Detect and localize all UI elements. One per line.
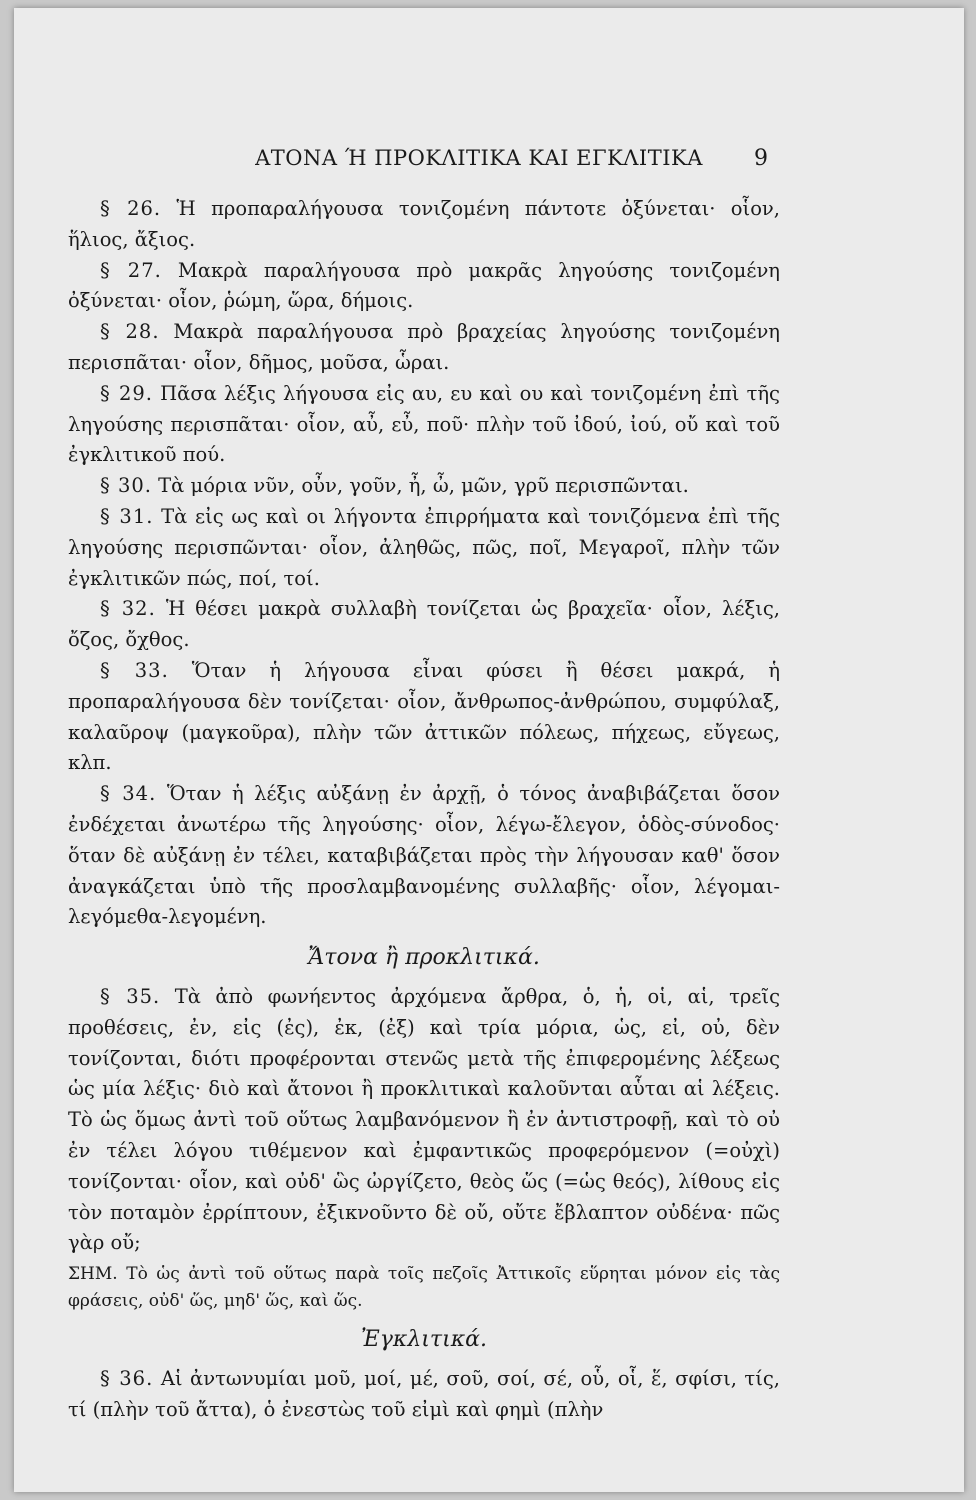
paragraph-36 (68, 1364, 780, 1426)
paragraph-35 (68, 982, 780, 1259)
paragraph-text: Ἡ θέσει μακρὰ συλλαβὴ τονίζεται ὡς βραχεῖα· οἷον, λέξις, ὄζος, ὄχθος. (68, 597, 780, 652)
section-number: § 29. (100, 381, 153, 405)
paragraph-text: Πᾶσα λέξις λήγουσα εἰς αυ, ευ καὶ ου καὶ τονιζομένη ἐπὶ τῆς ληγούσης περισπᾶται· οἷον, αὖ, εὖ, ποῦ· πλὴν τοῦ ἰδού, ἰού, οὔ καὶ τοῦ ἐγκλιτικοῦ πού. (68, 381, 780, 467)
paragraph-33 (68, 656, 780, 779)
paragraph-31 (68, 502, 780, 594)
paragraph-text: Ὅταν ἡ λέξις αὐξάνῃ ἐν ἀρχῇ, ὁ τόνος ἀναβιβάζεται ὅσον ἐνδέχεται ἀνωτέρω τῆς ληγούσης· οἷον, λέγω-ἔλεγον, ὁδὸς-σύνοδος· ὅταν δὲ αὐξάνῃ ἐν τέλει, καταβιβάζεται πρὸς τὴν λήγουσαν καθ' ὅσον ἀναγκάζεται ὑπὸ τῆς προσλαμβανομένης συλλαβῆς· οἷον, λέγομαι-λεγόμεθα-λεγομένη. (68, 782, 780, 929)
paragraph-26 (68, 194, 780, 256)
note-label: ΣΗΜ. (68, 1264, 118, 1285)
section-number: § 31. (100, 504, 154, 528)
book-page (14, 8, 964, 1492)
section-number: § 27. (100, 258, 162, 282)
section-heading-atona: Ἄτονα ἢ προκλιτικά. (308, 945, 540, 971)
paragraph-34 (68, 779, 780, 933)
section-number: § 34. (100, 782, 157, 806)
paragraph-32 (68, 594, 780, 656)
page-number: 9 (754, 146, 768, 171)
running-title: ΑΤΟΝΑ Ή ΠΡΟΚΛΙΤΙΚΑ ΚΑΙ ΕΓΚΛΙΤΙΚΑ (255, 146, 703, 170)
paragraph-30 (68, 471, 780, 502)
paragraph-text: Μακρὰ παραλήγουσα πρὸ μακρᾶς ληγούσης τονιζομένη ὀξύνεται· οἷον, ῥώμη, ὥρα, δήμοις. (68, 258, 780, 313)
paragraph-text: Ὅταν ἡ λήγουσα εἶναι φύσει ἢ θέσει μακρά, ἡ προπαραλήγουσα δὲν τονίζεται· οἷον, ἄνθρωπος-ἀνθρώπου, συμφύλαξ, καλαῦροψ (μαγκοῦρα), πλὴν τῶν ἀττικῶν πόλεως, πήχεως, εὔγεως, κλπ. (68, 658, 781, 775)
section-number: § 30. (100, 474, 152, 498)
note (68, 1261, 780, 1315)
note-text: Τὸ ὡς ἀντὶ τοῦ οὕτως παρὰ τοῖς πεζοῖς Ἀττικοῖς εὕρηται μόνον εἰς τὰς φράσεις, οὐδ' ὥς, μηδ' ὥς, καὶ ὥς. (68, 1264, 781, 1312)
paragraph-text: Μακρὰ παραλήγουσα πρὸ βραχείας ληγούσης τονιζομένη περισπᾶται· οἷον, δῆμος, μοῦσα, ὧραι. (68, 320, 780, 374)
paragraph-text: Τὰ ἀπὸ φωνήεντος ἀρχόμενα ἄρθρα, ὁ, ἡ, οἱ, αἱ, τρεῖς προθέσεις, ἐν, εἰς (ἐς), ἐκ, (ἐξ) καὶ τρία μόρια, ὡς, εἰ, οὐ, δὲν τονίζονται, διότι προφέρονται στενῶς μετὰ τῆς ἐπιφερομένης λέξεως ὡς μία λέξις· διὸ καὶ ἄτονοι ἢ προκλιτικαὶ καλοῦνται αὗται αἱ λέξεις. Τὸ ὡς ὅμως ἀντὶ τοῦ οὕτως λαμβανόμενον ἢ ἐν ἀντιστροφῇ, καὶ τὸ οὐ ἐν τέλει λόγου τιθέμενον καὶ ἐμφαντικῶς προφερόμενον (=οὐχὶ) τονίζονται· οἷον, καὶ οὐδ' ὣς ὠργίζετο, θεὸς ὥς (=ὡς θεός), λίθους εἰς τὸν ποταμὸν ἐρρίπτουν, ἐξικνοῦντο δὲ οὔ, οὔτε ἔβλαπτον οὐδένα· πῶς γὰρ οὔ; (68, 984, 780, 1255)
section-number: § 26. (100, 197, 162, 220)
paragraph-27 (68, 256, 780, 318)
section-number: § 35. (100, 984, 161, 1008)
paragraph-text: Τὰ εἰς ως καὶ οι λήγοντα ἐπιρρήματα καὶ τονιζόμενα ἐπὶ τῆς ληγούσης περισπῶνται· οἷον, ἀληθῶς, πῶς, ποῖ, Μεγαροῖ, πλὴν τῶν ἐγκλιτικῶν πώς, ποί, τοί. (68, 504, 781, 590)
paragraph-29 (68, 379, 780, 471)
section-heading-egklitika: Ἐγκλιτικά. (361, 1327, 487, 1353)
paragraph-text: Τὰ μόρια νῦν, οὖν, γοῦν, ἦ, ὦ, μῶν, γρῦ περισπῶνται. (158, 474, 689, 498)
page-header (14, 146, 964, 176)
paragraph-text: Ἡ προπαραλήγουσα τονιζομένη πάντοτε ὀξύνεται· οἷον, ἥλιος, ἄξιος. (68, 197, 780, 251)
section-number: § 33. (100, 658, 169, 682)
paragraph-text: Αἱ ἀντωνυμίαι μοῦ, μοί, μέ, σοῦ, σοί, σέ, οὗ, οἷ, ἕ, σφίσι, τίς, τί (πλὴν τοῦ ἄττα), ὁ ἐνεστὼς τοῦ εἰμὶ καὶ φημὶ (πλὴν (68, 1366, 780, 1421)
page-body (68, 194, 780, 1425)
section-number: § 28. (100, 320, 160, 344)
paragraph-28 (68, 317, 780, 379)
section-number: § 36. (100, 1366, 154, 1390)
section-number: § 32. (100, 597, 156, 621)
